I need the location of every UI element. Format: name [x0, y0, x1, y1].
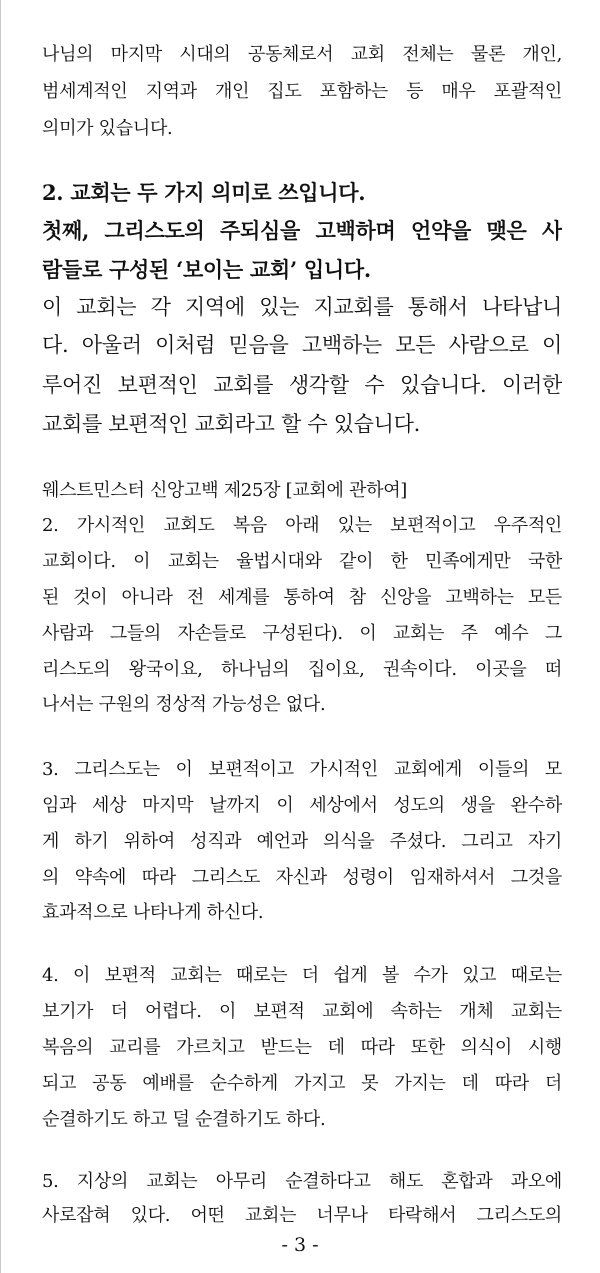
text-line: 나님의 마지막 시대의 공동체로서 교회 전체는 물론 개인,	[42, 44, 562, 65]
text-line: 보기가 더 어렵다. 이 보편적 교회에 속하는 개체 교회는	[42, 1001, 562, 1022]
text-line: 범세계적인 지역과 개인 집도 포함하는 등 매우 포괄적인	[42, 81, 562, 102]
body-line: 교회를 보편적인 교회라고 할 수 있습니다.	[42, 412, 421, 436]
text-line: 의미가 있습니다.	[42, 118, 173, 139]
text-line: 나서는 구원의 정상적 가능성은 없다.	[42, 694, 326, 715]
page-number: - 3 -	[281, 1234, 319, 1256]
text-line: 사로잡혀 있다. 어떤 교회는 너무나 타락해서 그리스도의	[42, 1205, 562, 1226]
citation-caption: 웨스트민스터 신앙고백 제25장 [교회에 관하여]	[42, 480, 408, 501]
text-line: 의 약속에 따라 그리스도 자신과 성령이 임재하셔서 그것을	[42, 867, 562, 888]
text-line: 사람과 그들의 자손들로 구성된다). 이 교회는 주 예수 그	[42, 623, 562, 644]
text-line: 복음의 교리를 가르치고 받드는 데 따라 또한 의식이 시행	[42, 1037, 562, 1058]
text-line: 임과 세상 마지막 날까지 이 세상에서 성도의 생을 완수하	[42, 795, 562, 816]
text-line: 4. 이 보편적 교회는 때로는 더 쉽게 볼 수가 있고 때로는	[42, 965, 562, 986]
section-heading-line: 람들로 구성된 ‘보이는 교회’ 입니다.	[42, 257, 371, 282]
page-left-border	[0, 0, 1, 1273]
section-heading-line: 첫째, 그리스도의 주되심을 고백하며 언약을 맺은 사	[42, 218, 562, 243]
body-line: 루어진 보편적인 교회를 생각할 수 있습니다. 이러한	[42, 373, 562, 397]
text-line: 게 하기 위하여 성직과 예언과 의식을 주셨다. 그리고 자기	[42, 831, 562, 852]
text-line: 3. 그리스도는 이 보편적이고 가시적인 교회에게 이들의 모	[42, 759, 562, 780]
text-line: 교회이다. 이 교회는 율법시대와 같이 한 민족에게만 국한	[42, 551, 562, 572]
text-line: 2. 가시적인 교회도 복음 아래 있는 보편적이고 우주적인	[42, 515, 562, 536]
section-heading: 2. 교회는 두 가지 의미로 쓰입니다.	[42, 180, 366, 205]
body-line: 다. 아울러 이처럼 믿음을 고백하는 모든 사람으로 이	[42, 333, 562, 357]
text-line: 5. 지상의 교회는 아무리 순결하다고 해도 혼합과 과오에	[42, 1171, 562, 1192]
text-line: 리스도의 왕국이요, 하나님의 집이요, 권속이다. 이곳을 떠	[42, 659, 562, 680]
text-line: 되고 공동 예배를 순수하게 가지고 못 가지는 데 따라 더	[42, 1073, 562, 1094]
text-line: 된 것이 아니라 전 세계를 통하여 참 신앙을 고백하는 모든	[42, 587, 562, 608]
text-line: 효과적으로 나타나게 하신다.	[42, 902, 264, 923]
body-line: 이 교회는 각 지역에 있는 지교회를 통해서 나타납니	[42, 295, 562, 319]
text-line: 순결하기도 하고 덜 순결하기도 하다.	[42, 1109, 326, 1130]
